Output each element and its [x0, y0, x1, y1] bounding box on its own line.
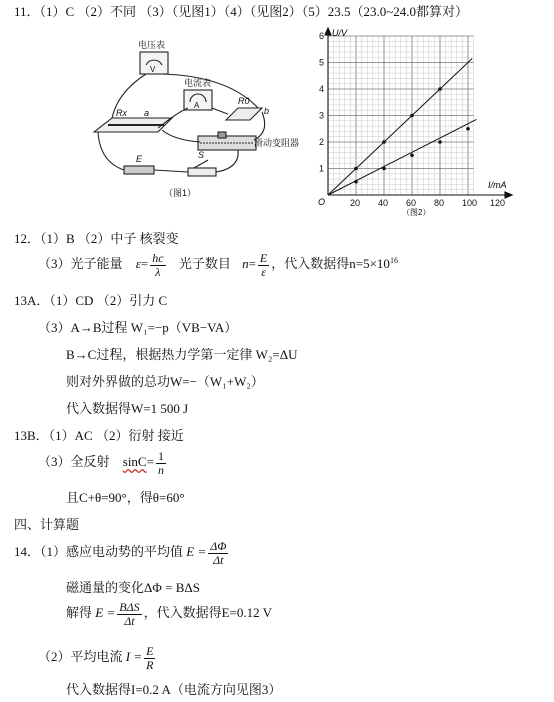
q12-result: ，代入数据得n=5×10: [271, 256, 390, 272]
q12-eq2: =: [248, 256, 256, 272]
data-point: [354, 167, 358, 171]
chart-grid: [328, 36, 474, 195]
q12-eps: ε: [135, 256, 141, 272]
q14-line2: 磁通量的变化ΔΦ = BΔS: [66, 580, 200, 595]
q14-solve-text: 解得: [66, 605, 93, 621]
x-tick-label: 80: [434, 198, 445, 208]
data-point: [382, 167, 386, 171]
label-b: b: [264, 106, 270, 116]
label-e: E: [136, 154, 143, 164]
q13b-sinC: sinC: [122, 454, 147, 470]
q14-frac-bds-dt: $\frac{\text{BΔS}}{\Delta t}$: [119, 600, 140, 628]
q14-E-eq2: E =: [95, 605, 116, 621]
q13a-line2: （3）A→B过程 W₁=−p（VB−VA）: [38, 320, 238, 335]
x-tick-label: 20: [350, 198, 361, 208]
x-tick-label: 60: [406, 198, 417, 208]
label-voltmeter: 电压表: [138, 40, 166, 50]
q12-exponent: 16: [389, 255, 398, 265]
q13b-line3: 且C+θ=90°，得θ=60°: [66, 490, 185, 505]
q12-photon-count-text: 光子数目: [178, 256, 231, 272]
q12-n: n: [242, 256, 249, 272]
data-point: [354, 180, 358, 184]
origin-label: O: [318, 197, 326, 207]
q13a-line3: B→C过程，根据热力学第一定律 W₂=ΔU: [66, 347, 298, 362]
q14-I-eq: I =: [125, 649, 143, 665]
q12-frac-hc-lambda: $\frac{hc}{\lambda}$: [152, 251, 164, 279]
q13b-eq: =: [146, 454, 154, 470]
label-ammeter-symbol: A: [194, 101, 200, 110]
data-point: [438, 140, 442, 144]
q14-frac-E-R: $\frac{E}{R}$: [146, 644, 154, 672]
q13a-line5: 代入数据得W=1 500 J: [66, 401, 189, 416]
resistor-r0: [226, 108, 262, 120]
q13b-line2: [38, 450, 168, 476]
y-tick-label: 1: [319, 163, 325, 174]
y-axis-arrow: [325, 28, 331, 35]
q13b-total-reflection: （3）全反射: [38, 454, 110, 470]
x-axis-arrow: [505, 192, 512, 198]
y-axis-label: U/V: [332, 28, 348, 38]
label-rx: Rx: [116, 108, 127, 118]
data-point: [382, 140, 386, 144]
caption-fig1: （图1）: [164, 188, 197, 198]
q13b-line1: 13B．（1）AC （2）衍射 接近: [14, 428, 184, 443]
label-r0: R0: [238, 96, 250, 106]
q12-line1: 12．（1）B （2）中子 核裂变: [14, 231, 179, 246]
data-point: [410, 114, 414, 118]
q12-frac-E-eps: $\frac{E}{\varepsilon}$: [259, 251, 268, 279]
q12-eq1: =: [140, 256, 149, 272]
label-voltmeter-symbol: V: [150, 65, 156, 74]
label-s: S: [198, 150, 205, 160]
data-point: [438, 87, 442, 91]
circuit-figure-1: [88, 32, 310, 204]
y-tick-label: 5: [319, 57, 325, 68]
label-rheostat: 滑动变阻器: [254, 138, 300, 148]
q13a-line4: 则对外界做的总功W=−（W₁+W₂）: [66, 374, 264, 389]
q14-line4: [38, 645, 157, 671]
y-tick-label: 4: [319, 84, 325, 94]
q13b-frac-1-n: $\frac{1}{n}$: [157, 449, 164, 477]
y-tick-label: 6: [319, 31, 325, 41]
q14-emf-result: ，代入数据得E=0.12 V: [143, 605, 273, 621]
x-tick-label: 120: [490, 198, 506, 208]
x-tick-label: 40: [378, 198, 389, 208]
x-axis-label: I/mA: [488, 180, 507, 190]
y-tick-label: 2: [319, 137, 325, 147]
q14-avg-emf-text: 14．（1）感应电动势的平均值: [14, 544, 184, 560]
q14-avg-current-text: （2）平均电流: [38, 649, 123, 665]
q11-answer-line: 11．（1）C （2）不同 （3）（见图1）（4）（见图2）（5）23.5（23.0~24.0都算对）: [14, 4, 468, 19]
section4-heading: 四、计算题: [14, 517, 80, 532]
q14-E-eq: E =: [186, 544, 207, 560]
q12-photon-energy-text: （3）光子能量: [38, 256, 123, 272]
switch-icon: [188, 168, 216, 176]
x-tick-label: 100: [462, 198, 478, 208]
q14-line1: [14, 540, 230, 566]
battery-icon: [124, 166, 154, 174]
q14-line5: 代入数据得I=0.2 A（电流方向见图3）: [66, 682, 282, 697]
q14-frac-dphi-dt: $\frac{\Delta\Phi}{\Delta t}$: [210, 539, 227, 567]
q12-line2: [38, 252, 398, 278]
q14-line3: [66, 601, 272, 627]
label-ammeter: 电流表: [184, 78, 212, 88]
label-a: a: [144, 108, 150, 118]
series-line-1: [328, 59, 472, 195]
data-point: [466, 127, 470, 131]
q13a-line1: 13A．（1）CD （2）引力 C: [14, 293, 168, 308]
caption-fig2: （图2）: [402, 208, 431, 216]
chart-figure-2: [312, 26, 518, 216]
data-point: [410, 153, 414, 157]
y-tick-label: 3: [319, 110, 325, 121]
